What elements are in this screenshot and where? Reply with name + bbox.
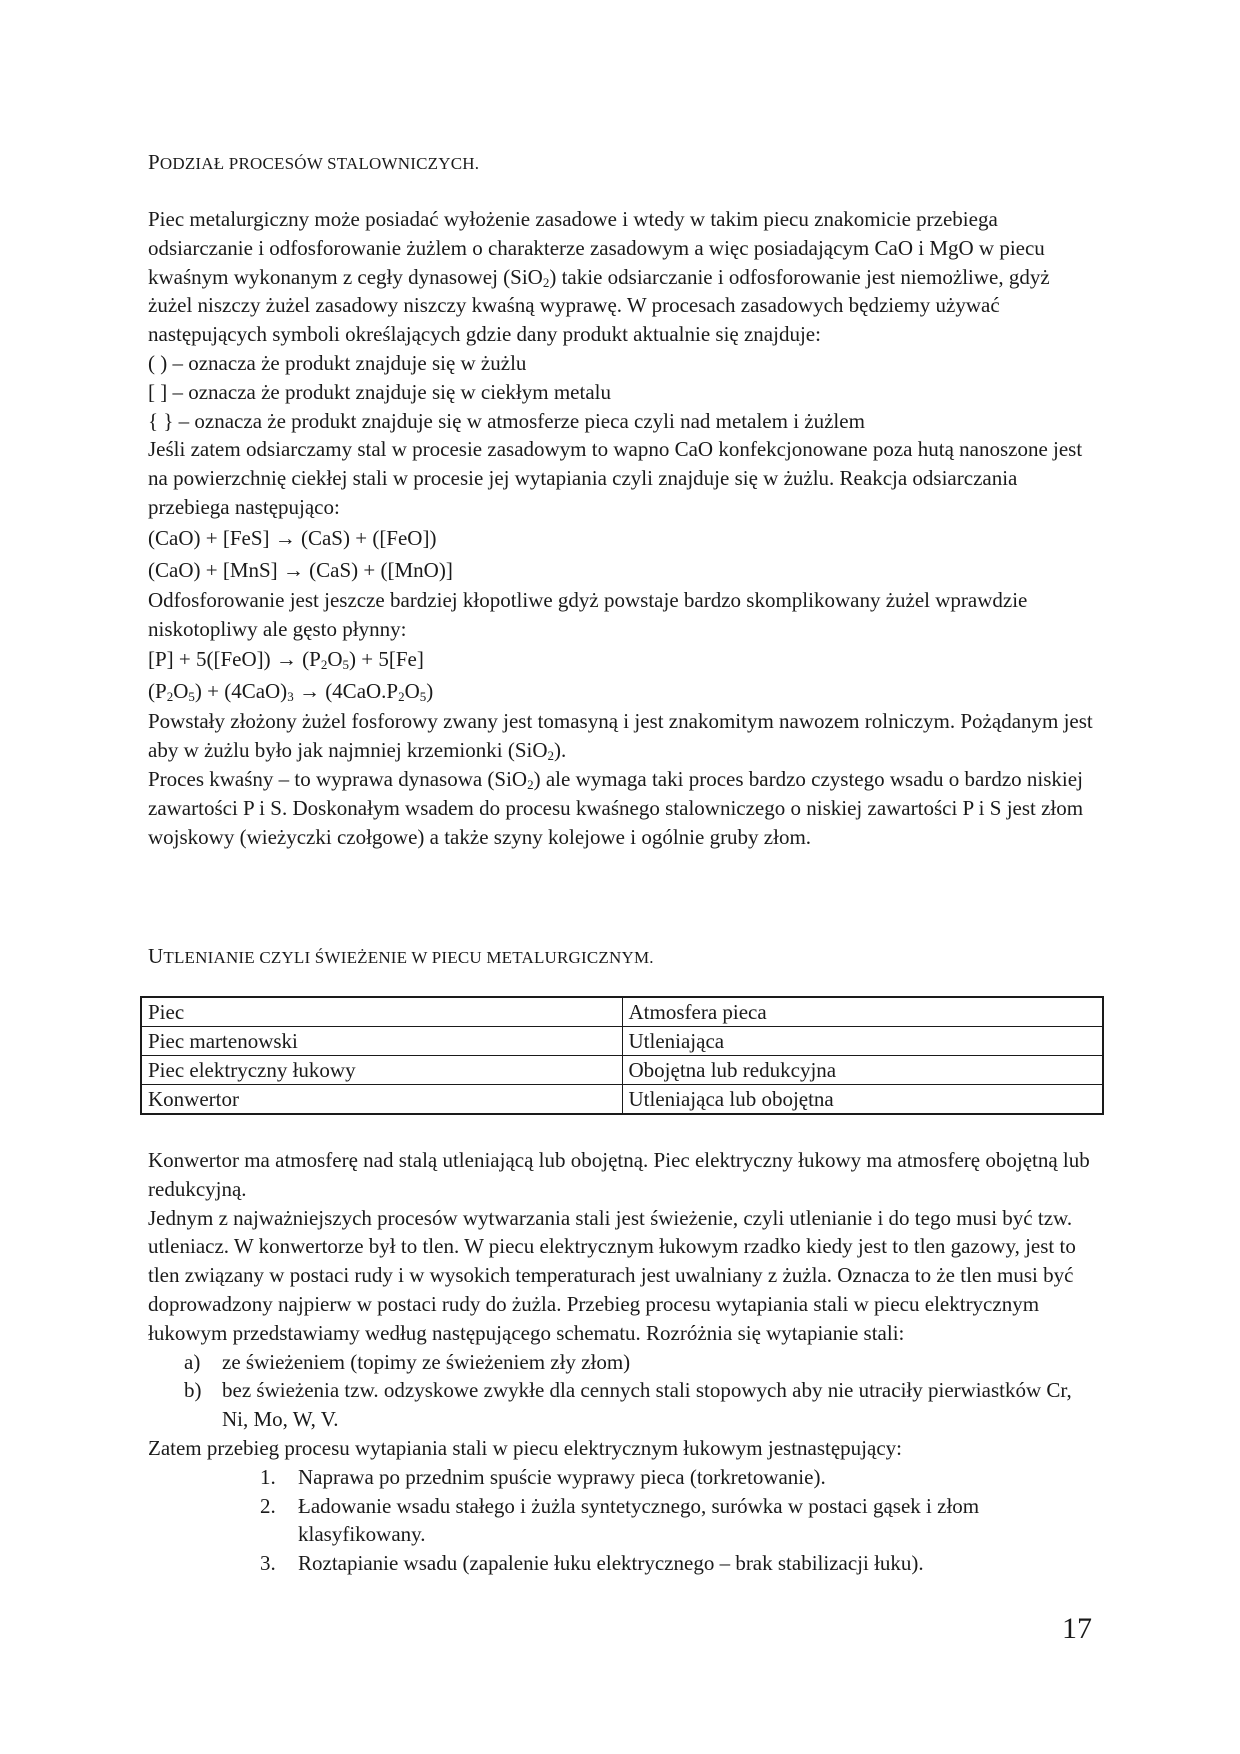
equation-4: $(P_2O_5) + (4CaO)_3 \to (4CaO.P_2O_5)$ <box>148 679 434 705</box>
symbol-curly: { } – oznacza że produkt znajduje się w atmosferze pieca czyli nad metalem i żużlem <box>148 408 865 433</box>
equation-1: (CaO) + [FeS] → (CaS) + ([FeO]) <box>148 525 437 550</box>
table-cell: Piec elektryczny łukowy <box>141 1056 622 1085</box>
table-row <box>141 1085 1103 1115</box>
dephosphorization-paragraph: Odfosforowanie jest jeszcze bardziej kłopotliwe gdyż powstaje bardzo skomplikowany żużel wprawdzie niskotopliwy ale gęsto płynny: <box>148 587 1028 641</box>
table-cell: Konwertor <box>141 1085 622 1115</box>
list-item: 2. Ładowanie wsadu stałego i żużla syntetycznego, surówka w postaci gąsek i złom klasyfikowany. <box>260 1493 980 1547</box>
list-item: a) ze świeżeniem (topimy ze świeżeniem zły złom) <box>184 1349 631 1374</box>
table-cell: Piec martenowski <box>141 1027 622 1056</box>
symbol-round: ( ) – oznacza że produkt znajduje się w żużlu <box>148 350 527 375</box>
list-item: b) bez świeżenia tzw. odzyskowe zwykłe dla cennych stali stopowych aby nie utraciły pierwiastków Cr, Ni, Mo, W, V. <box>184 1378 1072 1432</box>
equation-3: $[P] + 5([FeO]) \to (P_2O_5) + 5[Fe]$ <box>148 647 424 673</box>
equation-2: (CaO) + [MnS] → (CaS) + ([MnO)] <box>148 557 453 582</box>
table-cell: Utleniająca <box>622 1027 1103 1056</box>
table-header-row <box>141 997 1103 1027</box>
acid-process-paragraph: Proces kwaśny – to wyprawa dynasowa (SiO$_2$) ale wymaga taki proces bardzo czystego wsadu o bardzo niskiej zawartości P i S. Doskonałym wsadem do procesu kwaśnego stalowniczego o niskiej zawartości P i S jest złom wojskowy (wieżyczki czołgowe) a także szyny kolejowe i ogólnie gruby złom. <box>148 766 1084 849</box>
list-item: 3. Roztapianie wsadu (zapalenie łuku elektrycznego – brak stabilizacji łuku). <box>260 1551 924 1576</box>
section-heading-oxidation: UTLENIANIE CZYLI ŚWIEŻENIE W PIECU METALURGICZNYM. <box>148 944 654 968</box>
table-row <box>141 1056 1103 1085</box>
page-number: 17 <box>1062 1612 1092 1645</box>
intro-paragraph: Piec metalurgiczny może posiadać wyłożenie zasadowe i wtedy w takim piecu znakomicie przebiega odsiarczanie i odfosforowanie żużlem o charakterze zasadowym a więc posiadającym CaO i MgO w piecu kwaśnym wykonanym z cegły dynasowej (SiO$_2$) takie odsiarczanie i odfosforowanie jest niemożliwe, gdyż żużel niszczy żużel zasadowy niszczy kwaśną wyprawę. W procesach zasadowych będziemy używać następujących symboli określających gdzie dany produkt aktualnie się znajduje: <box>148 207 1050 347</box>
process-intro-paragraph: Zatem przebieg procesu wytapiania stali w piecu elektrycznym łukowym jestnastępujący: <box>148 1435 902 1460</box>
furnace-atmosphere-table <box>140 996 1104 1115</box>
table-row <box>141 1027 1103 1056</box>
table-cell: Obojętna lub redukcyjna <box>622 1056 1103 1085</box>
list-item: 1. Naprawa po przednim spuście wyprawy pieca (torkretowanie). <box>260 1464 826 1489</box>
section-body-2 <box>148 1146 1098 1578</box>
thomas-slag-paragraph: Powstały złożony żużel fosforowy zwany jest tomasyną i jest znakomitym nawozem rolniczym. Pożądanym jest aby w żużlu było jak najmniej krzemionki (SiO$_2$). <box>148 709 1093 764</box>
table-header-cell: Atmosfera pieca <box>622 997 1103 1027</box>
desulfurization-paragraph: Jeśli zatem odsiarczamy stal w procesie zasadowym to wapno CaO konfekcjonowane poza hutą nanoszone jest na powierzchnię ciekłej stali w procesie jej wytapiania czyli znajduje się w żużlu. Reakcja odsiarczania przebiega następująco: <box>148 437 1083 519</box>
refining-paragraph: Jednym z najważniejszych procesów wytwarzania stali jest świeżenie, czyli utlenianie i do tego musi być tzw. utleniacz. W konwertorze był to tlen. W piecu elektrycznym łukowym rzadko kiedy jest to tlen gazowy, jest to tlen związany w postaci rudy i w wysokich temperaturach jest uwalniany z żużla. Oznacza to że tlen musi być doprowadzony najpierw w postaci rudy do żużla. Przebieg procesu wytapiania stali w piecu elektrycznym łukowym przedstawiamy według następującego schematu. Rozróżnia się wytapianie stali: <box>148 1205 1076 1345</box>
melting-types-list <box>148 1348 1098 1434</box>
section-body-1 <box>148 205 1098 851</box>
table-cell: Utleniająca lub obojętna <box>622 1085 1103 1115</box>
process-steps-list <box>148 1463 1098 1578</box>
table-header-cell: Piec <box>141 997 622 1027</box>
symbol-square: [ ] – oznacza że produkt znajduje się w ciekłym metalu <box>148 379 611 404</box>
section-heading-steelmaking: PODZIAŁ PROCESÓW STALOWNICZYCH. <box>148 150 480 174</box>
after-table-paragraph: Konwertor ma atmosferę nad stalą utleniającą lub obojętną. Piec elektryczny łukowy ma atmosferę obojętną lub redukcyjną. <box>148 1148 1090 1201</box>
